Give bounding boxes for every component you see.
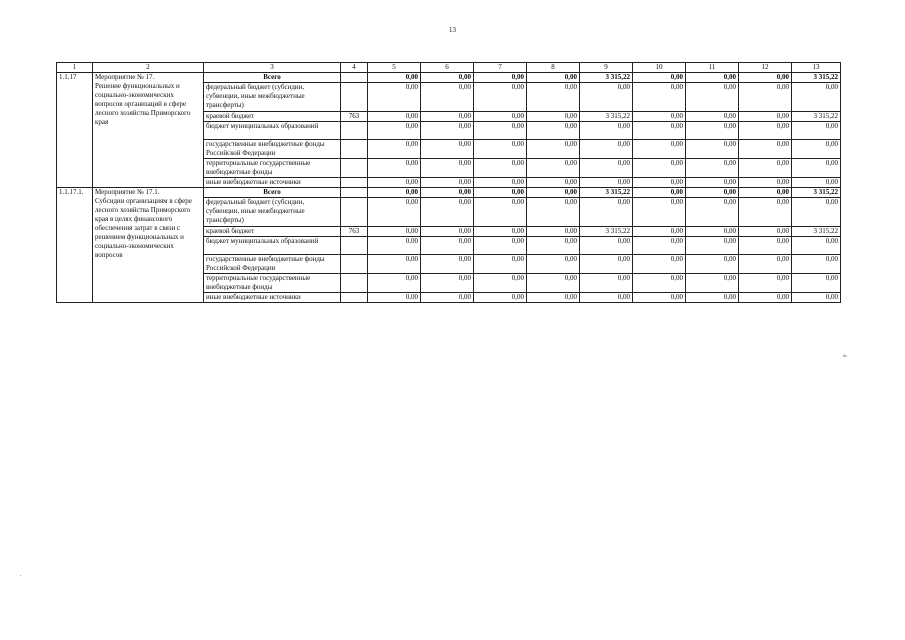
amount-cell: 0,00 bbox=[739, 198, 792, 227]
budget-code bbox=[341, 188, 368, 198]
section-description: Субсидии организациям в сфере лесного хозяйства Приморского края в целях финансового обеспечения затрат в связи с решением функциональных и социально-экономических вопросов bbox=[95, 197, 192, 259]
amount-cell: 0,00 bbox=[686, 83, 739, 112]
budget-code bbox=[341, 178, 368, 188]
section-description-cell bbox=[93, 188, 204, 303]
amount-cell: 0,00 bbox=[739, 274, 792, 293]
table-row bbox=[57, 188, 841, 198]
table-row bbox=[57, 73, 841, 83]
amount-cell: 0,00 bbox=[792, 140, 841, 159]
funding-source: иные внебюджетные источники bbox=[204, 178, 341, 188]
amount-cell: 0,00 bbox=[474, 73, 527, 83]
amount-cell: 0,00 bbox=[474, 159, 527, 178]
budget-code bbox=[341, 122, 368, 140]
amount-cell: 0,00 bbox=[580, 198, 633, 227]
amount-cell: 3 315,22 bbox=[792, 73, 841, 83]
amount-cell: 0,00 bbox=[686, 274, 739, 293]
amount-cell: 0,00 bbox=[686, 198, 739, 227]
amount-cell: 0,00 bbox=[580, 122, 633, 140]
funding-source: краевой бюджет bbox=[204, 112, 341, 122]
amount-cell: 0,00 bbox=[580, 140, 633, 159]
amount-cell: 0,00 bbox=[527, 83, 580, 112]
amount-cell: 0,00 bbox=[527, 255, 580, 274]
amount-cell: 0,00 bbox=[368, 159, 421, 178]
amount-cell: 0,00 bbox=[739, 237, 792, 255]
amount-cell: 0,00 bbox=[580, 237, 633, 255]
amount-cell: 0,00 bbox=[368, 73, 421, 83]
amount-cell: 0,00 bbox=[792, 274, 841, 293]
amount-cell: 0,00 bbox=[474, 188, 527, 198]
budget-code bbox=[341, 198, 368, 227]
amount-cell: 0,00 bbox=[421, 188, 474, 198]
amount-cell: 0,00 bbox=[686, 227, 739, 237]
amount-cell: 0,00 bbox=[527, 140, 580, 159]
amount-cell: 0,00 bbox=[368, 112, 421, 122]
amount-cell: 0,00 bbox=[368, 178, 421, 188]
budget-code bbox=[341, 83, 368, 112]
amount-cell: 0,00 bbox=[421, 112, 474, 122]
amount-cell: 0,00 bbox=[739, 188, 792, 198]
funding-source: иные внебюджетные источники bbox=[204, 293, 341, 303]
amount-cell: 0,00 bbox=[739, 112, 792, 122]
amount-cell: 0,00 bbox=[474, 227, 527, 237]
amount-cell: 0,00 bbox=[421, 178, 474, 188]
amount-cell: 3 315,22 bbox=[580, 73, 633, 83]
amount-cell: 0,00 bbox=[368, 227, 421, 237]
amount-cell: 0,00 bbox=[474, 112, 527, 122]
funding-source: федеральный бюджет (субсидии, субвенции, иные межбюджетные трансферты) bbox=[204, 198, 341, 227]
amount-cell: 0,00 bbox=[739, 293, 792, 303]
column-header: 1 bbox=[57, 63, 93, 73]
amount-cell: 3 315,22 bbox=[580, 227, 633, 237]
amount-cell: 0,00 bbox=[792, 237, 841, 255]
amount-cell: 0,00 bbox=[633, 122, 686, 140]
amount-cell: 3 315,22 bbox=[580, 188, 633, 198]
amount-cell: 3 315,22 bbox=[792, 227, 841, 237]
amount-cell: 0,00 bbox=[474, 274, 527, 293]
amount-cell: 0,00 bbox=[792, 293, 841, 303]
section-id: 1.1.17 bbox=[57, 73, 93, 188]
column-header: 2 bbox=[93, 63, 204, 73]
amount-cell: 0,00 bbox=[686, 255, 739, 274]
amount-cell: 3 315,22 bbox=[792, 112, 841, 122]
amount-cell: 0,00 bbox=[792, 198, 841, 227]
amount-cell: 0,00 bbox=[368, 293, 421, 303]
amount-cell: 0,00 bbox=[368, 274, 421, 293]
amount-cell: 0,00 bbox=[792, 159, 841, 178]
amount-cell: 0,00 bbox=[633, 227, 686, 237]
amount-cell: 0,00 bbox=[580, 178, 633, 188]
amount-cell: 0,00 bbox=[633, 274, 686, 293]
amount-cell: 0,00 bbox=[474, 293, 527, 303]
page-number: 13 bbox=[449, 26, 456, 34]
amount-cell: 0,00 bbox=[580, 159, 633, 178]
column-header: 9 bbox=[580, 63, 633, 73]
amount-cell: 0,00 bbox=[792, 255, 841, 274]
amount-cell: 0,00 bbox=[686, 188, 739, 198]
budget-code bbox=[341, 274, 368, 293]
budget-code bbox=[341, 237, 368, 255]
column-header: 7 bbox=[474, 63, 527, 73]
budget-code bbox=[341, 255, 368, 274]
amount-cell: 3 315,22 bbox=[580, 112, 633, 122]
amount-cell: 0,00 bbox=[527, 178, 580, 188]
budget-table bbox=[56, 62, 841, 303]
amount-cell: 0,00 bbox=[474, 237, 527, 255]
section-description: Решение функциональных и социально-экономических вопросов организаций в сфере лесного хозяйства Приморского края bbox=[95, 82, 191, 126]
amount-cell: 0,00 bbox=[474, 255, 527, 274]
column-number-header-row bbox=[57, 63, 841, 73]
budget-code bbox=[341, 159, 368, 178]
amount-cell: 0,00 bbox=[368, 83, 421, 112]
amount-cell: 0,00 bbox=[633, 188, 686, 198]
amount-cell: 0,00 bbox=[739, 255, 792, 274]
amount-cell: 0,00 bbox=[421, 159, 474, 178]
amount-cell: 0,00 bbox=[368, 255, 421, 274]
amount-cell: 0,00 bbox=[739, 73, 792, 83]
funding-source: государственные внебюджетные фонды Российской Федерации bbox=[204, 140, 341, 159]
amount-cell: 0,00 bbox=[739, 159, 792, 178]
column-header: 3 bbox=[204, 63, 341, 73]
amount-cell: 0,00 bbox=[474, 178, 527, 188]
column-header: 8 bbox=[527, 63, 580, 73]
amount-cell: 0,00 bbox=[633, 237, 686, 255]
funding-source: федеральный бюджет (субсидии, субвенции, иные межбюджетные трансферты) bbox=[204, 83, 341, 112]
amount-cell: 0,00 bbox=[421, 140, 474, 159]
table-body bbox=[57, 73, 841, 303]
amount-cell: 0,00 bbox=[527, 198, 580, 227]
amount-cell: 0,00 bbox=[633, 73, 686, 83]
amount-cell: 0,00 bbox=[792, 122, 841, 140]
funding-source: бюджет муниципальных образований bbox=[204, 237, 341, 255]
funding-source: государственные внебюджетные фонды Российской Федерации bbox=[204, 255, 341, 274]
stray-dot-mark: . bbox=[20, 572, 22, 578]
amount-cell: 0,00 bbox=[421, 227, 474, 237]
amount-cell: 0,00 bbox=[739, 178, 792, 188]
column-header: 10 bbox=[633, 63, 686, 73]
amount-cell: 0,00 bbox=[739, 83, 792, 112]
budget-code bbox=[341, 293, 368, 303]
amount-cell: 0,00 bbox=[633, 198, 686, 227]
amount-cell: 0,00 bbox=[633, 159, 686, 178]
funding-source: Всего bbox=[204, 188, 341, 198]
section-description-cell bbox=[93, 73, 204, 188]
amount-cell: 0,00 bbox=[527, 112, 580, 122]
amount-cell: 0,00 bbox=[474, 122, 527, 140]
amount-cell: 0,00 bbox=[527, 122, 580, 140]
amount-cell: 0,00 bbox=[421, 293, 474, 303]
column-header: 11 bbox=[686, 63, 739, 73]
column-header: 12 bbox=[739, 63, 792, 73]
amount-cell: 0,00 bbox=[633, 140, 686, 159]
budget-table-container bbox=[56, 62, 840, 303]
amount-cell: 0,00 bbox=[686, 73, 739, 83]
amount-cell: 0,00 bbox=[368, 188, 421, 198]
amount-cell: 0,00 bbox=[792, 178, 841, 188]
amount-cell: 0,00 bbox=[527, 159, 580, 178]
funding-source: краевой бюджет bbox=[204, 227, 341, 237]
column-header: 6 bbox=[421, 63, 474, 73]
amount-cell: 0,00 bbox=[686, 159, 739, 178]
column-header: 5 bbox=[368, 63, 421, 73]
closing-quote-mark: ». bbox=[843, 353, 848, 359]
section-id: 1.1.17.1. bbox=[57, 188, 93, 303]
amount-cell: 0,00 bbox=[580, 255, 633, 274]
budget-code: 763 bbox=[341, 112, 368, 122]
amount-cell: 0,00 bbox=[527, 237, 580, 255]
amount-cell: 0,00 bbox=[421, 73, 474, 83]
funding-source: бюджет муниципальных образований bbox=[204, 122, 341, 140]
amount-cell: 0,00 bbox=[633, 83, 686, 112]
amount-cell: 0,00 bbox=[421, 122, 474, 140]
amount-cell: 0,00 bbox=[368, 122, 421, 140]
amount-cell: 0,00 bbox=[421, 198, 474, 227]
budget-code bbox=[341, 73, 368, 83]
amount-cell: 3 315,22 bbox=[792, 188, 841, 198]
amount-cell: 0,00 bbox=[686, 237, 739, 255]
amount-cell: 0,00 bbox=[421, 83, 474, 112]
amount-cell: 0,00 bbox=[368, 198, 421, 227]
budget-code bbox=[341, 140, 368, 159]
amount-cell: 0,00 bbox=[633, 178, 686, 188]
amount-cell: 0,00 bbox=[421, 255, 474, 274]
amount-cell: 0,00 bbox=[633, 255, 686, 274]
column-header: 13 bbox=[792, 63, 841, 73]
amount-cell: 0,00 bbox=[474, 83, 527, 112]
funding-source: Всего bbox=[204, 73, 341, 83]
amount-cell: 0,00 bbox=[686, 140, 739, 159]
section-title: Мероприятие № 17.1. bbox=[95, 188, 160, 196]
amount-cell: 0,00 bbox=[739, 140, 792, 159]
amount-cell: 0,00 bbox=[368, 140, 421, 159]
amount-cell: 0,00 bbox=[739, 227, 792, 237]
amount-cell: 0,00 bbox=[633, 293, 686, 303]
amount-cell: 0,00 bbox=[792, 83, 841, 112]
amount-cell: 0,00 bbox=[527, 293, 580, 303]
amount-cell: 0,00 bbox=[739, 122, 792, 140]
amount-cell: 0,00 bbox=[527, 274, 580, 293]
amount-cell: 0,00 bbox=[421, 237, 474, 255]
budget-code: 763 bbox=[341, 227, 368, 237]
amount-cell: 0,00 bbox=[527, 73, 580, 83]
funding-source: территориальные государственные внебюджетные фонды bbox=[204, 159, 341, 178]
funding-source: территориальные государственные внебюджетные фонды bbox=[204, 274, 341, 293]
amount-cell: 0,00 bbox=[527, 188, 580, 198]
amount-cell: 0,00 bbox=[686, 112, 739, 122]
amount-cell: 0,00 bbox=[686, 122, 739, 140]
amount-cell: 0,00 bbox=[686, 178, 739, 188]
amount-cell: 0,00 bbox=[580, 83, 633, 112]
amount-cell: 0,00 bbox=[580, 293, 633, 303]
section-title: Мероприятие № 17. bbox=[95, 73, 155, 81]
amount-cell: 0,00 bbox=[474, 140, 527, 159]
amount-cell: 0,00 bbox=[686, 293, 739, 303]
amount-cell: 0,00 bbox=[580, 274, 633, 293]
amount-cell: 0,00 bbox=[421, 274, 474, 293]
amount-cell: 0,00 bbox=[474, 198, 527, 227]
amount-cell: 0,00 bbox=[633, 112, 686, 122]
amount-cell: 0,00 bbox=[368, 237, 421, 255]
column-header: 4 bbox=[341, 63, 368, 73]
amount-cell: 0,00 bbox=[527, 227, 580, 237]
